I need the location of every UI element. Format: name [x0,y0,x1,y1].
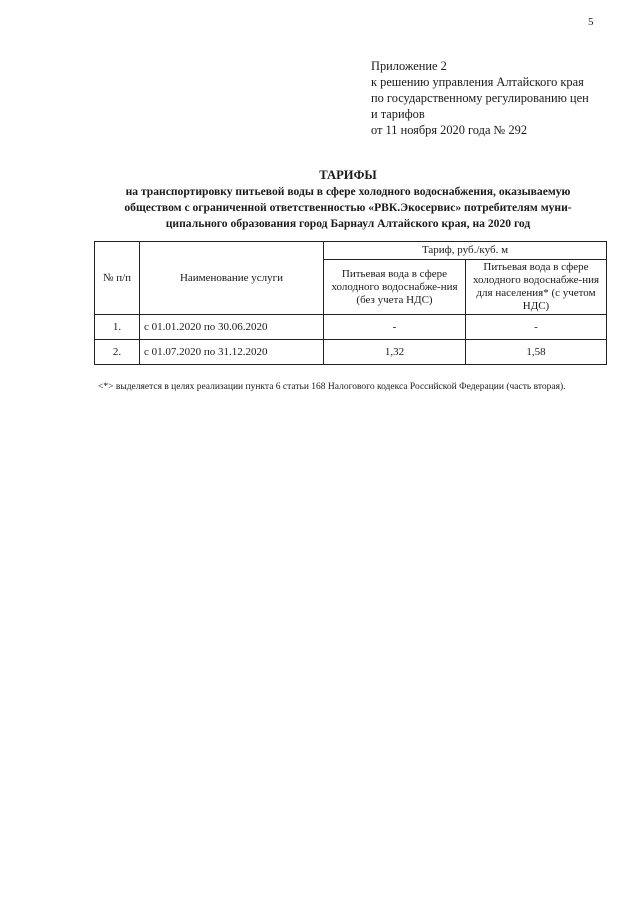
row-population: 1,58 [466,340,607,365]
header-tariff-group: Тариф, руб./куб. м [324,242,607,260]
page-number: 5 [588,16,594,28]
appendix-block [371,58,589,138]
heading-line: на транспортировку питьевой воды в сфере холодного водоснабжения, оказываемую [125,185,571,198]
appendix-line: Приложение 2 [371,59,447,73]
table-row [95,315,607,340]
footnote: <*> выделяется в целях реализации пункта 6 статьи 168 Налогового кодекса Российской Федерации (часть вторая). [98,382,566,392]
table-row [95,340,607,365]
header-population: Питьевая вода в сфере холодного водоснабже-ния для населения* (с учетом НДС) [466,260,607,315]
row-number: 1. [95,315,140,340]
header-number: № п/п [95,242,140,315]
document-heading [80,167,616,232]
tariff-table [94,241,607,365]
row-period: с 01.01.2020 по 30.06.2020 [140,315,324,340]
row-without-vat: - [324,315,466,340]
row-population: - [466,315,607,340]
header-service: Наименование услуги [140,242,324,315]
document-title: ТАРИФЫ [319,168,377,182]
heading-line: обществом с ограниченной ответственностью «РВК.Экосервис» потребителям муни- [124,201,572,214]
appendix-line: и тарифов [371,107,425,121]
appendix-line: по государственному регулированию цен [371,91,589,105]
heading-line: ципального образования город Барнаул Алтайского края, на 2020 год [165,217,531,230]
header-without-vat: Питьевая вода в сфере холодного водоснабже-ния (без учета НДС) [324,260,466,315]
row-number: 2. [95,340,140,365]
appendix-line: от 11 ноября 2020 года № 292 [371,123,528,137]
row-without-vat: 1,32 [324,340,466,365]
appendix-line: к решению управления Алтайского края [371,75,584,89]
row-period: с 01.07.2020 по 31.12.2020 [140,340,324,365]
